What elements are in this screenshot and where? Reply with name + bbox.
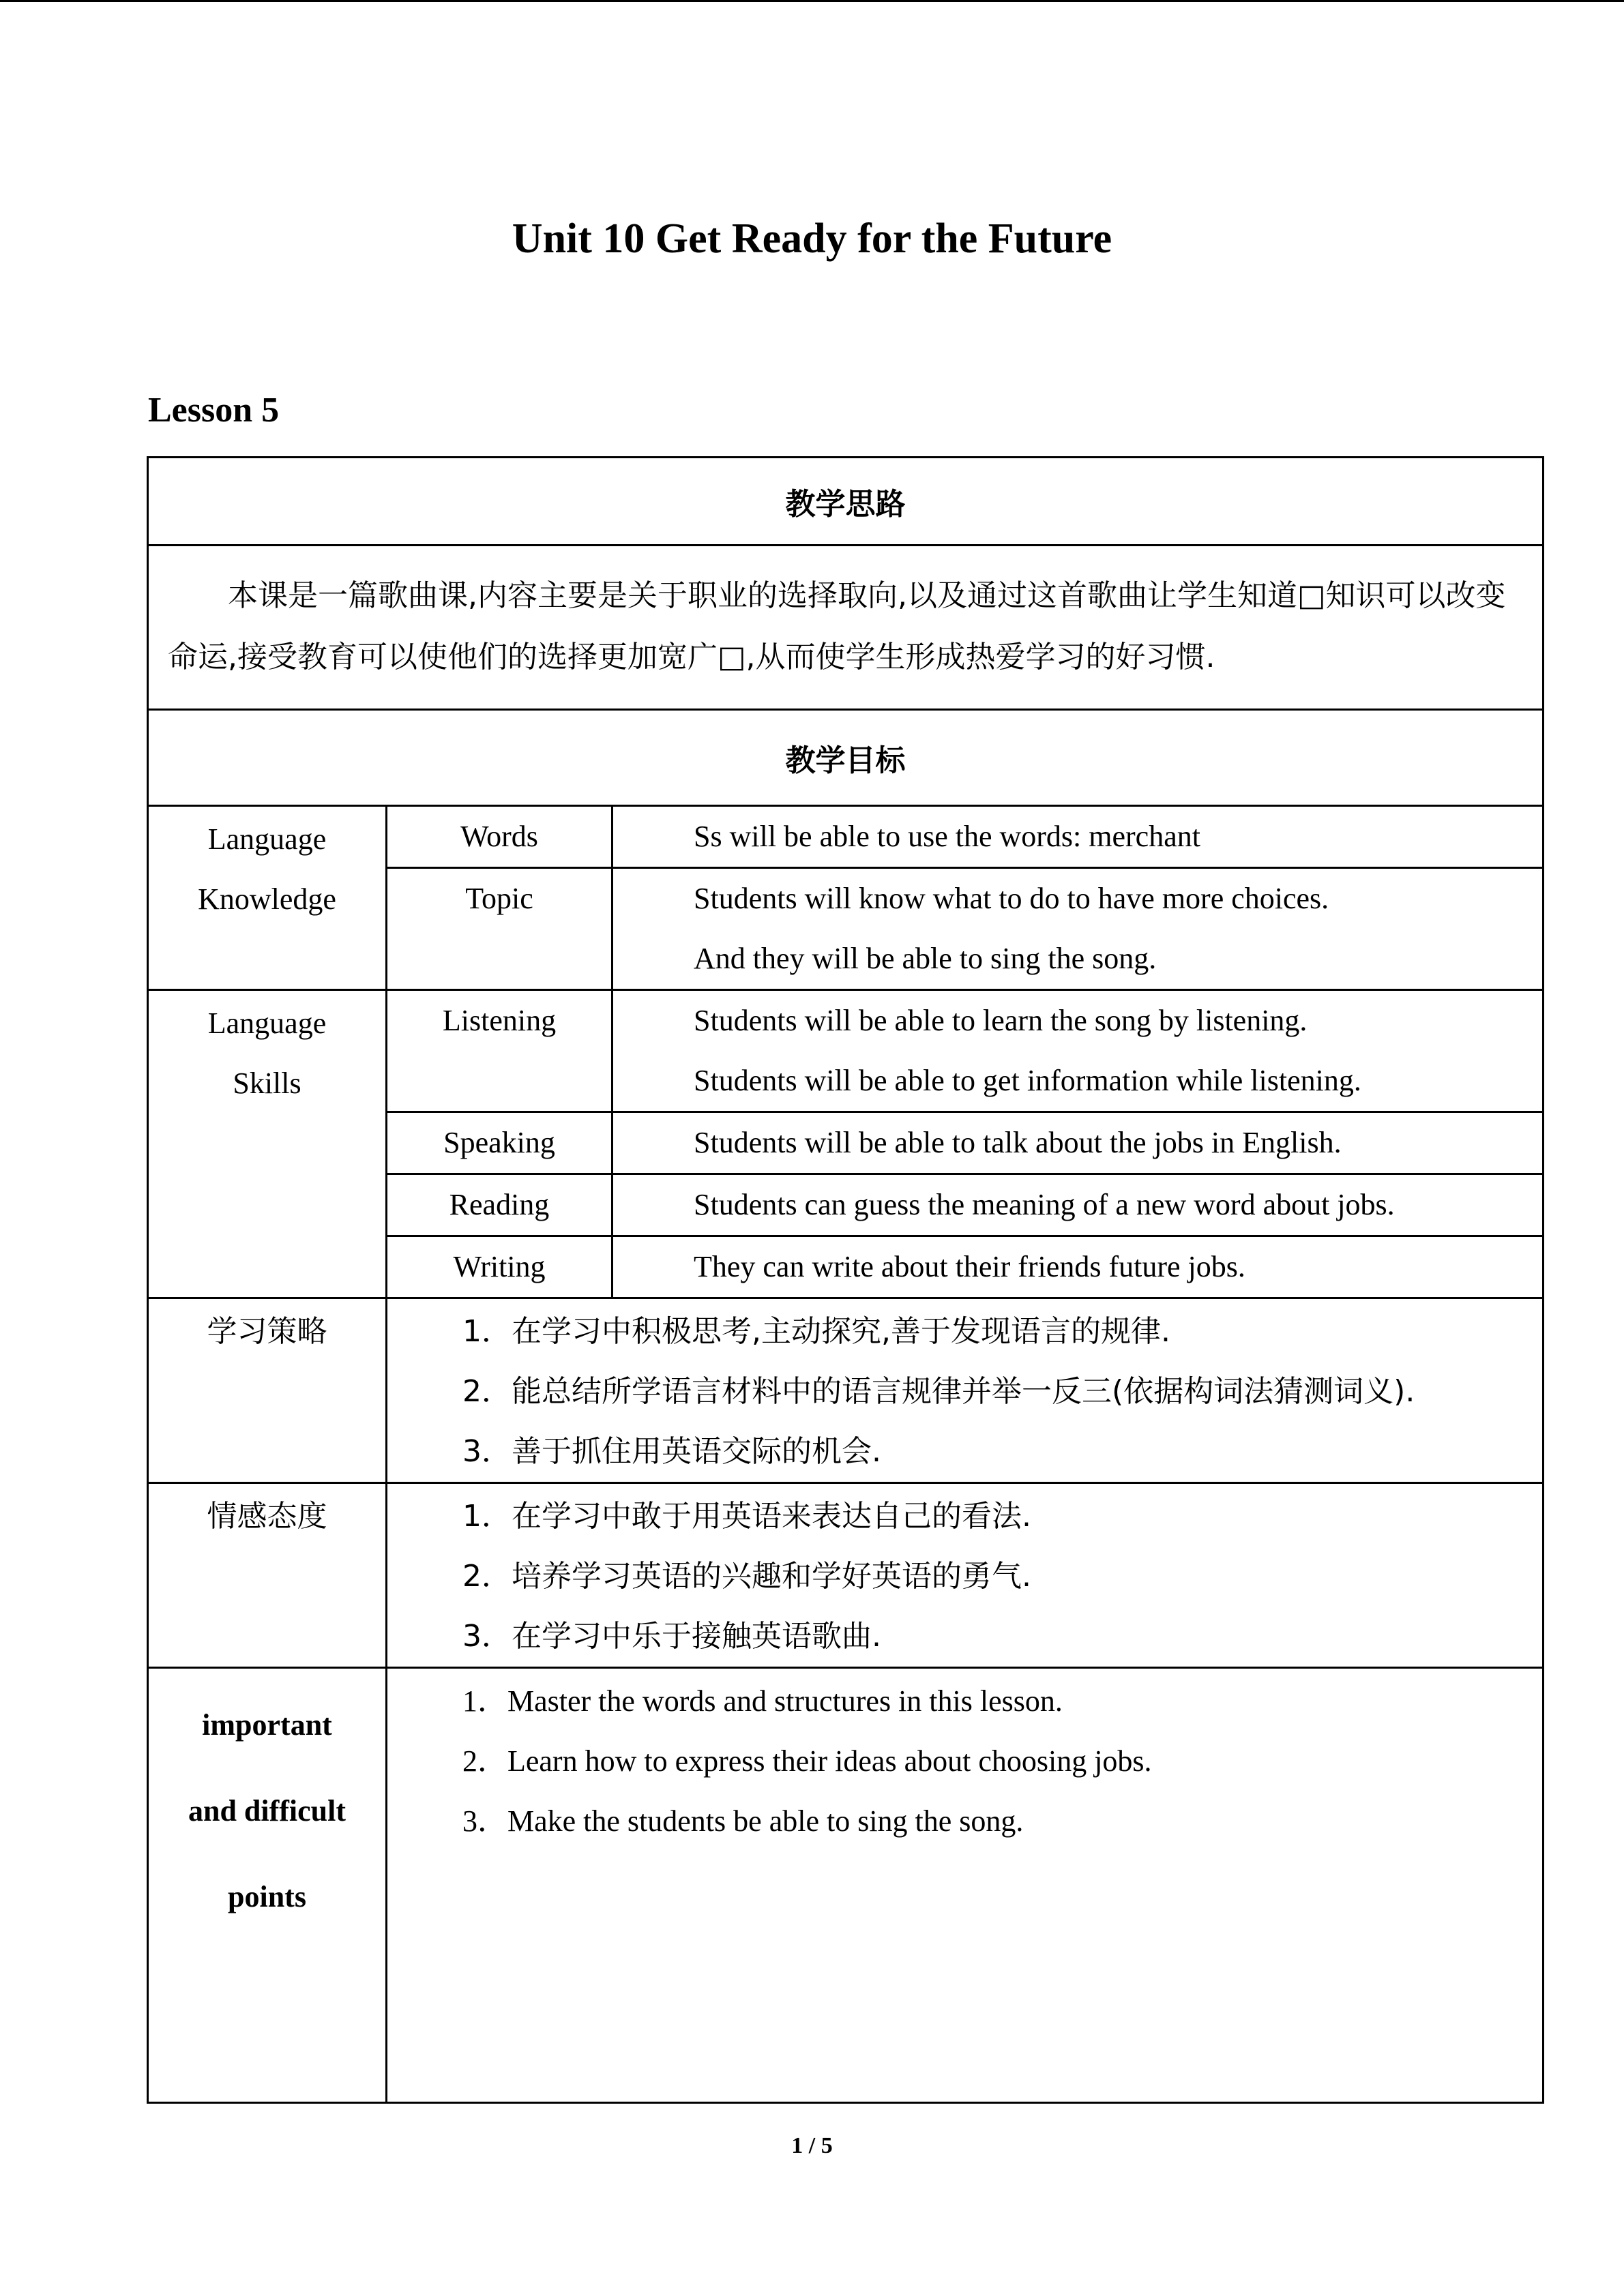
key-points-row <box>148 1668 1544 2103</box>
lesson-heading: Lesson 5 <box>148 391 280 430</box>
label-line: points <box>228 1880 306 1913</box>
key-points-list <box>387 1668 1544 2103</box>
page-number: 1 / 5 <box>791 2133 833 2158</box>
attitude-row <box>148 1483 1544 1668</box>
skills-row-listening <box>148 990 1544 1112</box>
label-line: and difficult <box>188 1794 346 1828</box>
label-line: Language <box>207 1007 327 1040</box>
objective-line: And they will be able to sing the song. <box>694 942 1157 975</box>
strategy-list <box>387 1298 1544 1483</box>
objective-line: They can write about their friends future jobs. <box>694 1250 1245 1283</box>
objective-line: Students will be able to talk about the jobs in English. <box>694 1126 1342 1159</box>
list-item: 1．Master the words and structures in this lesson. <box>462 1684 1063 1718</box>
objective-speaking <box>612 1112 1544 1174</box>
page-title: Unit 10 Get Ready for the Future <box>512 215 1112 262</box>
sub-label-topic: Topic <box>387 868 612 990</box>
section-row-teaching-idea <box>148 458 1544 546</box>
page-top-border <box>0 0 1624 2</box>
list-item: 1．在学习中积极思考,主动探究,善于发现语言的规律. <box>462 1314 1170 1349</box>
objective-line: Students will be able to learn the song by listening. <box>694 1004 1308 1037</box>
sub-label-reading: Reading <box>387 1174 612 1236</box>
objective-writing <box>612 1236 1544 1298</box>
section-title-teaching-goals: 教学目标 <box>148 710 1544 806</box>
section-title-teaching-idea: 教学思路 <box>148 458 1544 546</box>
list-item: 2．能总结所学语言材料中的语言规律并举一反三(依据构词法猜测词义). <box>462 1374 1415 1409</box>
objective-line: Students will know what to do to have more choices. <box>694 882 1329 915</box>
list-item: 3．Make the students be able to sing the song. <box>462 1804 1024 1838</box>
label-line: Knowledge <box>198 882 336 916</box>
label-emotional-attitude: 情感态度 <box>148 1483 387 1668</box>
sub-label-speaking: Speaking <box>387 1112 612 1174</box>
list-item: 3．善于抓住用英语交际的机会. <box>462 1434 881 1469</box>
sub-label-words: Words <box>387 806 612 868</box>
sub-label-listening: Listening <box>387 990 612 1112</box>
intro-row <box>148 546 1544 710</box>
label-learning-strategy: 学习策略 <box>148 1298 387 1483</box>
sub-label-writing: Writing <box>387 1236 612 1298</box>
list-item: 1．在学习中敢于用英语来表达自己的看法. <box>462 1499 1031 1534</box>
objective-line: Ss will be able to use the words: merchant <box>694 820 1200 853</box>
intro-paragraph: 本课是一篇歌曲课,内容主要是关于职业的选择取向,以及通过这首歌曲让学生知道□知识可以改变命运,接受教育可以使他们的选择更加宽广□,从而使学生形成热爱学习的好习惯. <box>148 546 1544 710</box>
objective-words <box>612 806 1544 868</box>
label-language-skills <box>148 990 387 1298</box>
label-line: important <box>202 1708 332 1742</box>
list-item: 3．在学习中乐于接触英语歌曲. <box>462 1619 881 1654</box>
objective-line: Students will be able to get information while listening. <box>694 1064 1361 1097</box>
objective-topic <box>612 868 1544 990</box>
objective-reading <box>612 1174 1544 1236</box>
label-important-difficult-points <box>148 1668 387 2103</box>
label-line: Skills <box>233 1067 301 1100</box>
lesson-plan-table <box>147 456 1544 2104</box>
list-item: 2．Learn how to express their ideas about choosing jobs. <box>462 1744 1152 1778</box>
strategy-row <box>148 1298 1544 1483</box>
attitude-list <box>387 1483 1544 1668</box>
knowledge-row-words <box>148 806 1544 868</box>
label-line: Language <box>207 822 327 856</box>
section-row-teaching-goals <box>148 710 1544 806</box>
objective-line: Students can guess the meaning of a new word about jobs. <box>694 1188 1395 1221</box>
objective-listening <box>612 990 1544 1112</box>
label-language-knowledge <box>148 806 387 990</box>
list-item: 2．培养学习英语的兴趣和学好英语的勇气. <box>462 1559 1031 1594</box>
